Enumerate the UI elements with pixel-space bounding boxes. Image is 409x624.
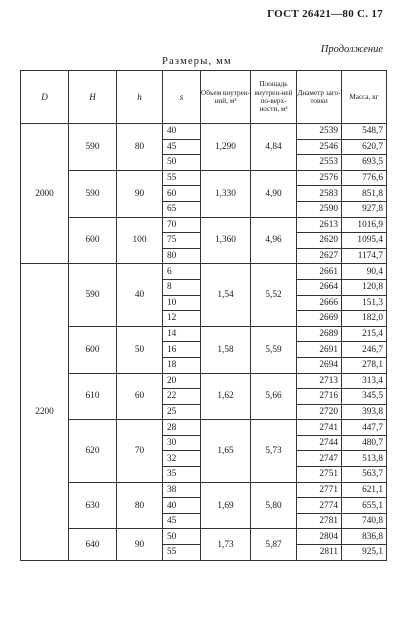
cell-h: 80 bbox=[117, 124, 163, 171]
cell-area: 5,66 bbox=[251, 373, 297, 420]
cell-mass: 925,1 bbox=[342, 545, 387, 561]
cell-D: 2200 bbox=[21, 264, 69, 560]
cell-s: 20 bbox=[163, 373, 201, 389]
cell-h: 50 bbox=[117, 326, 163, 373]
cell-volume: 1,360 bbox=[201, 217, 251, 264]
cell-diameter: 2627 bbox=[297, 248, 342, 264]
continuation-label: Продолжение bbox=[320, 44, 383, 55]
cell-s: 65 bbox=[163, 201, 201, 217]
cell-H: 590 bbox=[69, 264, 117, 326]
cell-s: 8 bbox=[163, 279, 201, 295]
col-header-s: s bbox=[163, 71, 201, 124]
cell-s: 6 bbox=[163, 264, 201, 280]
cell-diameter: 2716 bbox=[297, 389, 342, 405]
cell-H: 600 bbox=[69, 326, 117, 373]
cell-mass: 120,8 bbox=[342, 279, 387, 295]
cell-diameter: 2747 bbox=[297, 451, 342, 467]
cell-area: 5,59 bbox=[251, 326, 297, 373]
cell-mass: 278,1 bbox=[342, 357, 387, 373]
cell-mass: 480,7 bbox=[342, 435, 387, 451]
cell-mass: 655,1 bbox=[342, 498, 387, 514]
cell-area: 5,87 bbox=[251, 529, 297, 560]
col-header-mass: Масса, кг bbox=[342, 71, 387, 124]
table-row bbox=[21, 170, 387, 186]
cell-s: 10 bbox=[163, 295, 201, 311]
cell-s: 12 bbox=[163, 311, 201, 327]
cell-mass: 776,6 bbox=[342, 170, 387, 186]
col-header-volume: Объем внутрен-ний, м³ bbox=[201, 71, 251, 124]
col-header-H: H bbox=[69, 71, 117, 124]
table-body bbox=[21, 124, 387, 561]
cell-s: 35 bbox=[163, 467, 201, 483]
cell-s: 28 bbox=[163, 420, 201, 436]
cell-mass: 215,4 bbox=[342, 326, 387, 342]
cell-volume: 1,69 bbox=[201, 482, 251, 529]
cell-diameter: 2744 bbox=[297, 435, 342, 451]
cell-s: 45 bbox=[163, 139, 201, 155]
cell-s: 16 bbox=[163, 342, 201, 358]
cell-volume: 1,330 bbox=[201, 170, 251, 217]
col-header-h: h bbox=[117, 71, 163, 124]
cell-diameter: 2669 bbox=[297, 311, 342, 327]
cell-h: 100 bbox=[117, 217, 163, 264]
cell-diameter: 2553 bbox=[297, 155, 342, 171]
cell-mass: 313,4 bbox=[342, 373, 387, 389]
cell-diameter: 2811 bbox=[297, 545, 342, 561]
cell-mass: 345,5 bbox=[342, 389, 387, 405]
cell-diameter: 2751 bbox=[297, 467, 342, 483]
col-header-diameter: Диаметр заго-товки bbox=[297, 71, 342, 124]
cell-H: 640 bbox=[69, 529, 117, 560]
cell-h: 40 bbox=[117, 264, 163, 326]
cell-H: 600 bbox=[69, 217, 117, 264]
cell-s: 60 bbox=[163, 186, 201, 202]
cell-area: 5,52 bbox=[251, 264, 297, 326]
cell-s: 14 bbox=[163, 326, 201, 342]
cell-H: 590 bbox=[69, 124, 117, 171]
cell-mass: 740,8 bbox=[342, 513, 387, 529]
cell-diameter: 2804 bbox=[297, 529, 342, 545]
cell-diameter: 2620 bbox=[297, 233, 342, 249]
cell-mass: 513,8 bbox=[342, 451, 387, 467]
cell-volume: 1,290 bbox=[201, 124, 251, 171]
cell-mass: 90,4 bbox=[342, 264, 387, 280]
cell-area: 4,84 bbox=[251, 124, 297, 171]
table-row bbox=[21, 124, 387, 140]
cell-diameter: 2546 bbox=[297, 139, 342, 155]
cell-area: 5,73 bbox=[251, 420, 297, 482]
cell-s: 32 bbox=[163, 451, 201, 467]
cell-mass: 836,8 bbox=[342, 529, 387, 545]
cell-diameter: 2720 bbox=[297, 404, 342, 420]
cell-H: 610 bbox=[69, 373, 117, 420]
cell-s: 55 bbox=[163, 545, 201, 561]
cell-s: 30 bbox=[163, 435, 201, 451]
cell-H: 630 bbox=[69, 482, 117, 529]
cell-s: 25 bbox=[163, 404, 201, 420]
cell-volume: 1,65 bbox=[201, 420, 251, 482]
cell-diameter: 2576 bbox=[297, 170, 342, 186]
table-row bbox=[21, 420, 387, 436]
cell-mass: 151,3 bbox=[342, 295, 387, 311]
cell-s: 70 bbox=[163, 217, 201, 233]
table-row bbox=[21, 482, 387, 498]
cell-diameter: 2694 bbox=[297, 357, 342, 373]
cell-mass: 1095,4 bbox=[342, 233, 387, 249]
cell-mass: 927,8 bbox=[342, 201, 387, 217]
cell-s: 40 bbox=[163, 498, 201, 514]
cell-diameter: 2664 bbox=[297, 279, 342, 295]
cell-s: 75 bbox=[163, 233, 201, 249]
cell-diameter: 2774 bbox=[297, 498, 342, 514]
cell-s: 50 bbox=[163, 155, 201, 171]
table-caption: Размеры, мм bbox=[162, 56, 232, 67]
cell-H: 590 bbox=[69, 170, 117, 217]
cell-mass: 246,7 bbox=[342, 342, 387, 358]
cell-volume: 1,62 bbox=[201, 373, 251, 420]
cell-h: 90 bbox=[117, 529, 163, 560]
cell-s: 55 bbox=[163, 170, 201, 186]
cell-D: 2000 bbox=[21, 124, 69, 264]
cell-mass: 620,7 bbox=[342, 139, 387, 155]
cell-diameter: 2781 bbox=[297, 513, 342, 529]
dimensions-table bbox=[20, 70, 387, 561]
cell-h: 90 bbox=[117, 170, 163, 217]
cell-s: 45 bbox=[163, 513, 201, 529]
table-row bbox=[21, 529, 387, 545]
cell-mass: 548,7 bbox=[342, 124, 387, 140]
cell-h: 70 bbox=[117, 420, 163, 482]
cell-volume: 1,73 bbox=[201, 529, 251, 560]
cell-diameter: 2590 bbox=[297, 201, 342, 217]
cell-s: 80 bbox=[163, 248, 201, 264]
cell-mass: 621,1 bbox=[342, 482, 387, 498]
cell-s: 38 bbox=[163, 482, 201, 498]
header-row bbox=[21, 71, 387, 124]
page-header: ГОСТ 26421—80 С. 17 bbox=[267, 8, 383, 20]
cell-diameter: 2666 bbox=[297, 295, 342, 311]
cell-h: 80 bbox=[117, 482, 163, 529]
cell-H: 620 bbox=[69, 420, 117, 482]
cell-mass: 182,0 bbox=[342, 311, 387, 327]
col-header-area: Площадь внутрен-ней по-верх-ности, м² bbox=[251, 71, 297, 124]
table-row bbox=[21, 264, 387, 280]
cell-diameter: 2741 bbox=[297, 420, 342, 436]
cell-diameter: 2713 bbox=[297, 373, 342, 389]
cell-diameter: 2613 bbox=[297, 217, 342, 233]
table-row bbox=[21, 326, 387, 342]
cell-s: 40 bbox=[163, 124, 201, 140]
table-row bbox=[21, 373, 387, 389]
cell-area: 5,80 bbox=[251, 482, 297, 529]
table-row bbox=[21, 217, 387, 233]
cell-volume: 1,54 bbox=[201, 264, 251, 326]
cell-s: 50 bbox=[163, 529, 201, 545]
cell-area: 4,96 bbox=[251, 217, 297, 264]
cell-diameter: 2583 bbox=[297, 186, 342, 202]
cell-s: 22 bbox=[163, 389, 201, 405]
cell-mass: 393,8 bbox=[342, 404, 387, 420]
cell-mass: 563,7 bbox=[342, 467, 387, 483]
cell-area: 4,90 bbox=[251, 170, 297, 217]
cell-mass: 447,7 bbox=[342, 420, 387, 436]
cell-mass: 1174,7 bbox=[342, 248, 387, 264]
cell-diameter: 2771 bbox=[297, 482, 342, 498]
cell-mass: 693,5 bbox=[342, 155, 387, 171]
cell-volume: 1,58 bbox=[201, 326, 251, 373]
cell-s: 18 bbox=[163, 357, 201, 373]
cell-diameter: 2689 bbox=[297, 326, 342, 342]
cell-h: 60 bbox=[117, 373, 163, 420]
cell-mass: 851,8 bbox=[342, 186, 387, 202]
cell-mass: 1016,9 bbox=[342, 217, 387, 233]
col-header-D: D bbox=[21, 71, 69, 124]
cell-diameter: 2691 bbox=[297, 342, 342, 358]
cell-diameter: 2661 bbox=[297, 264, 342, 280]
cell-diameter: 2539 bbox=[297, 124, 342, 140]
